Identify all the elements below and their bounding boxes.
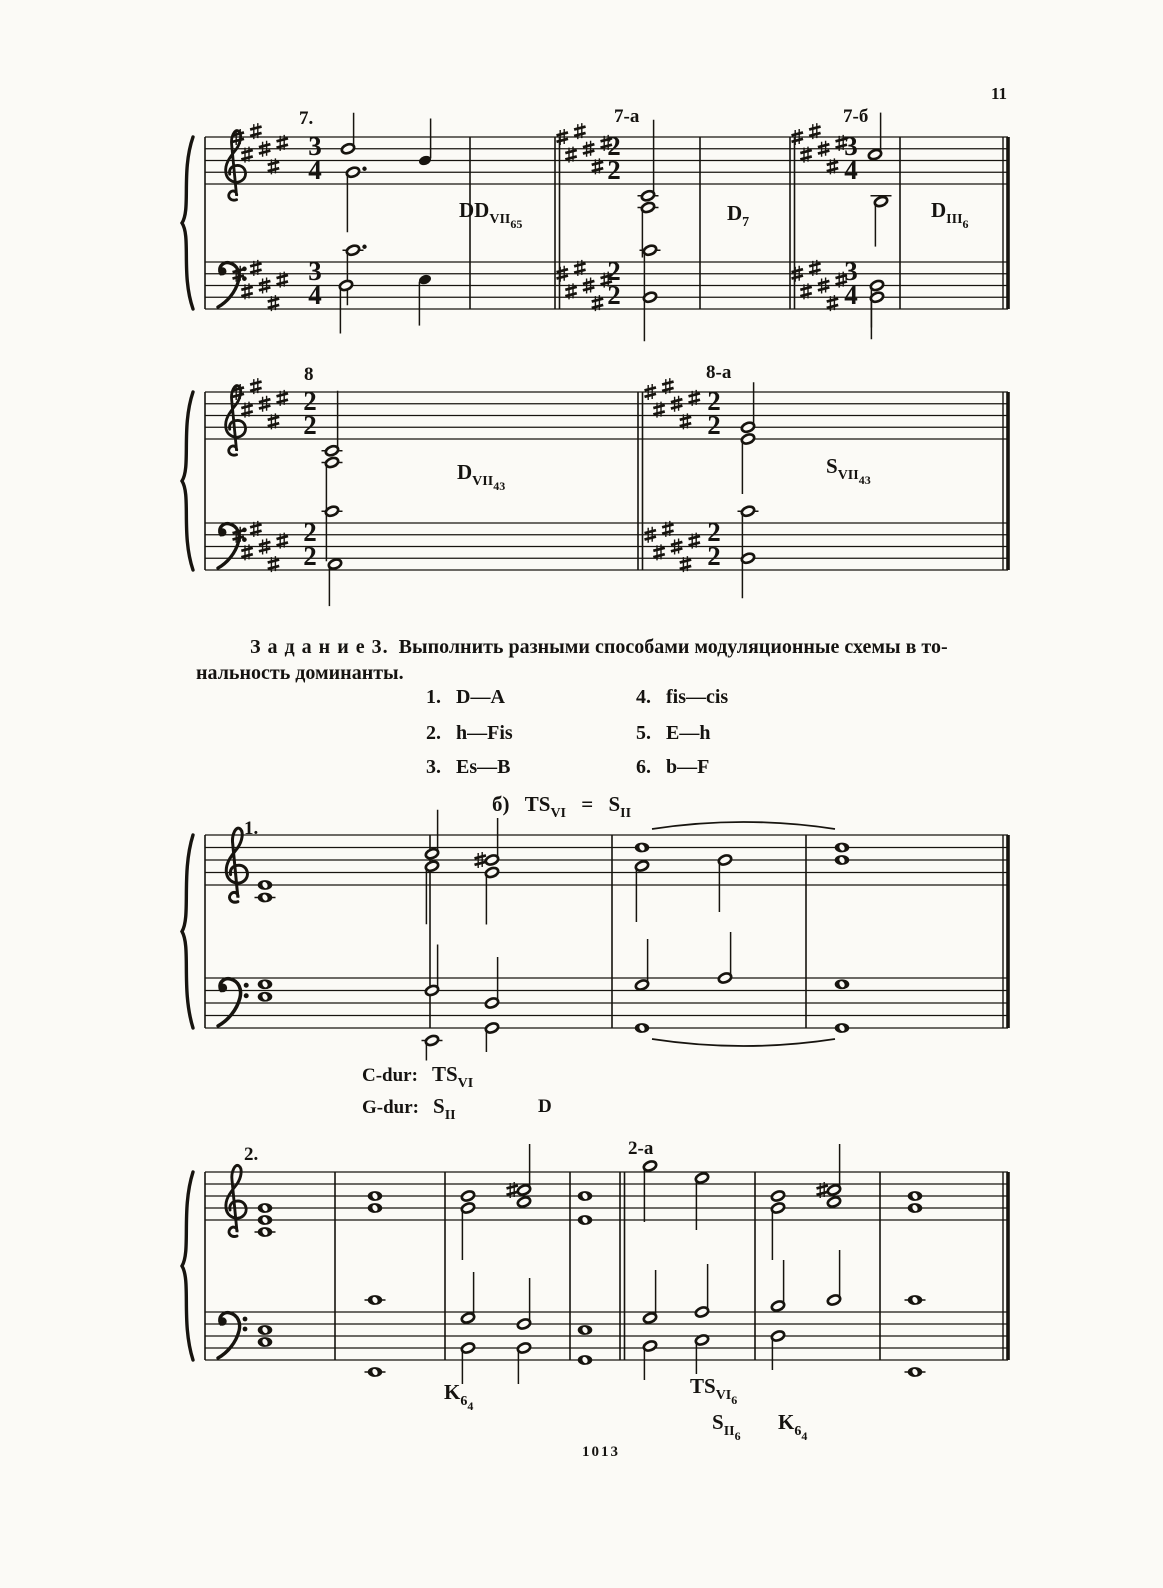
bass-clef-dot <box>218 267 226 275</box>
sharp-line <box>645 387 657 390</box>
sharp-line <box>250 263 262 266</box>
analysis-d-label: D <box>538 1096 552 1117</box>
label-k64: $K_{64}$ <box>444 1380 474 1413</box>
sharp-line <box>827 162 839 165</box>
sharp-line <box>565 150 577 153</box>
time-signature-numeral: 4 <box>844 280 858 310</box>
sharp-line <box>250 270 262 273</box>
time-signature-numeral: 4 <box>308 280 322 310</box>
sharp-line <box>277 138 289 141</box>
sharp-line <box>574 133 586 136</box>
sharp-line <box>250 133 262 136</box>
bass-clef-icon <box>218 1313 247 1358</box>
sharp-line <box>233 394 245 397</box>
sharp-line <box>653 405 665 408</box>
sharp-line <box>800 150 812 153</box>
chord-label-ddvii65: $DD_{VII65}$ <box>459 198 523 231</box>
sharp-line <box>277 281 289 284</box>
sharp-line <box>653 411 665 414</box>
sharp-line <box>268 299 280 302</box>
tie-slur <box>652 822 835 829</box>
sharp-line <box>827 305 839 308</box>
sharp-line <box>259 406 271 409</box>
list-item: 2. h—Fis <box>426 722 513 744</box>
sharp-line <box>583 287 595 290</box>
chord-label-dvii43: $D_{VII43}$ <box>457 460 506 493</box>
time-signature-numeral: 2 <box>607 155 621 185</box>
sharp-line <box>268 417 280 420</box>
exercise-number-1: 1. <box>244 818 259 839</box>
sharp-line <box>827 168 839 171</box>
task-text: Выполнить разными способами модуляционные схемы в то- <box>398 636 948 658</box>
exercise-number-2: 2. <box>244 1144 259 1165</box>
system-3-score <box>180 815 1030 1075</box>
sharp-line <box>689 393 701 396</box>
sharp-line <box>259 287 271 290</box>
sharp-line <box>800 293 812 296</box>
time-signature-numeral: 2 <box>607 256 621 286</box>
bass-clef-dot <box>218 1317 226 1325</box>
sharp-line <box>592 162 604 165</box>
time-signature-numeral: 2 <box>303 410 317 440</box>
sharp-line <box>557 139 569 142</box>
sharp-line <box>827 299 839 302</box>
note-head <box>827 1196 842 1208</box>
sharp-line <box>277 275 289 278</box>
sharp-line <box>565 287 577 290</box>
analysis-row-cdur: C-dur: $TS_{VI}$ <box>362 1062 474 1091</box>
sharp-line <box>818 151 830 154</box>
sharp-line <box>259 281 271 284</box>
system-brace <box>182 392 193 570</box>
sharp-line <box>241 156 253 159</box>
sharp-line <box>250 388 262 391</box>
sharp-line <box>268 305 280 308</box>
time-signature-numeral: 3 <box>308 256 322 286</box>
sharp-line <box>592 305 604 308</box>
subheading-b: б) $TS_{VI} = S_{II}$ <box>492 792 632 821</box>
augmentation-dot <box>362 245 366 249</box>
sharp-line <box>645 530 657 533</box>
sharp-line <box>475 855 487 858</box>
sharp-line <box>241 287 253 290</box>
sharp-line <box>662 382 674 385</box>
sharp-line <box>809 270 821 273</box>
sharp-line <box>557 269 569 272</box>
sharp-line <box>277 542 289 545</box>
sharp-line <box>662 524 674 527</box>
augmentation-dot <box>362 167 366 171</box>
sharp-line <box>574 127 586 130</box>
sharp-line <box>653 554 665 557</box>
sharp-line <box>680 423 692 426</box>
sharp-line <box>583 144 595 147</box>
time-signature-numeral: 2 <box>707 541 721 571</box>
sharp-line <box>574 263 586 266</box>
sharp-line <box>583 151 595 154</box>
task-paragraph-line2: нальность доминанты. <box>196 662 404 684</box>
sharp-line <box>268 168 280 171</box>
chord-label-d7: $D_7$ <box>727 201 750 230</box>
sharp-line <box>241 548 253 551</box>
bass-clef-dot <box>243 1327 248 1332</box>
sharp-line <box>809 263 821 266</box>
bass-clef-icon <box>218 979 249 1026</box>
plate-number: 1013 <box>582 1444 620 1460</box>
sharp-line <box>268 560 280 563</box>
note-head <box>517 1196 532 1208</box>
sharp-line <box>662 388 674 391</box>
sharp-line <box>565 293 577 296</box>
note-head <box>461 1190 476 1202</box>
sharp-line <box>809 127 821 130</box>
bass-clef-dot <box>218 528 226 536</box>
tie-slur <box>652 1039 835 1046</box>
sharp-line <box>259 548 271 551</box>
sharp-line <box>671 399 683 402</box>
sharp-line <box>259 542 271 545</box>
sharp-line <box>817 1192 829 1195</box>
sharp-line <box>259 151 271 154</box>
treble-clef-icon <box>226 1165 246 1236</box>
sharp-line <box>557 276 569 279</box>
sharp-line <box>241 411 253 414</box>
bass-clef-dot <box>243 1317 248 1322</box>
task-paragraph-line1 <box>250 636 948 659</box>
sharp-line <box>680 566 692 569</box>
sharp-line <box>250 382 262 385</box>
bass-clef-dot <box>244 983 249 988</box>
sharp-line <box>583 281 595 284</box>
time-signature-numeral: 4 <box>844 155 858 185</box>
sharp-line <box>653 548 665 551</box>
sharp-line <box>259 399 271 402</box>
exercise-number-7: 7. <box>299 108 314 129</box>
sharp-line <box>250 127 262 130</box>
exercise-number-7b: 7-б <box>843 106 869 127</box>
sharp-line <box>592 168 604 171</box>
sharp-line <box>557 132 569 135</box>
sharp-line <box>233 530 245 533</box>
subheading-prefix: б) <box>492 792 510 816</box>
chord-label-svii43: $S_{VII43}$ <box>826 454 871 487</box>
sharp-line <box>671 542 683 545</box>
exercise-number-8: 8 <box>304 364 314 385</box>
sharp-line <box>241 554 253 557</box>
sharp-line <box>800 156 812 159</box>
list-item: 5. E—h <box>636 722 711 744</box>
system-brace <box>182 1172 193 1360</box>
list-item: 3. Es—B <box>426 756 511 778</box>
sharp-line <box>241 293 253 296</box>
sharp-line <box>277 536 289 539</box>
sharp-line <box>277 145 289 148</box>
label-k64-2: $K_{64}$ <box>778 1410 808 1443</box>
time-signature-numeral: 2 <box>607 280 621 310</box>
sharp-line <box>689 536 701 539</box>
sharp-line <box>671 548 683 551</box>
note-head <box>771 1190 786 1202</box>
exercise-number-2a: 2-а <box>628 1138 654 1159</box>
sharp-line <box>507 1185 519 1188</box>
list-item: 1. D—A <box>426 686 505 708</box>
time-signature-numeral: 2 <box>707 517 721 547</box>
time-signature-numeral: 3 <box>308 131 322 161</box>
list-item: 4. fis—cis <box>636 686 729 708</box>
bass-clef-dot <box>244 993 249 998</box>
sharp-line <box>250 524 262 527</box>
sharp-line <box>680 417 692 420</box>
sharp-line <box>689 542 701 545</box>
time-signature-numeral: 2 <box>303 541 317 571</box>
sharp-line <box>800 287 812 290</box>
label-tsvi6: $TS_{VI6}$ <box>690 1374 738 1407</box>
list-item: 6. b—F <box>636 756 710 778</box>
sharp-line <box>680 560 692 563</box>
sharp-line <box>250 531 262 534</box>
time-signature-numeral: 4 <box>308 155 322 185</box>
sharp-line <box>592 299 604 302</box>
sharp-line <box>277 393 289 396</box>
sharp-line <box>277 400 289 403</box>
time-signature-numeral: 3 <box>844 256 858 286</box>
sharp-line <box>233 269 245 272</box>
sharp-line <box>268 162 280 165</box>
sharp-line <box>818 281 830 284</box>
sharp-line <box>818 144 830 147</box>
sharp-line <box>574 270 586 273</box>
sharp-line <box>259 144 271 147</box>
time-signature-numeral: 2 <box>707 410 721 440</box>
chord-label-diii6: $D_{III6}$ <box>931 198 969 231</box>
sharp-line <box>565 156 577 159</box>
exercise-number-8a: 8-а <box>706 362 732 383</box>
system-brace <box>182 137 193 309</box>
sharp-line <box>241 405 253 408</box>
sharp-line <box>792 139 804 142</box>
task-label: З а д а н и е 3. <box>250 636 389 658</box>
bass-clef-dot <box>218 984 227 993</box>
sharp-line <box>645 537 657 540</box>
label-sii6: $S_{II6}$ <box>712 1410 741 1443</box>
sharp-line <box>268 423 280 426</box>
sharp-line <box>507 1192 519 1195</box>
sharp-line <box>475 862 487 865</box>
time-signature-numeral: 2 <box>707 386 721 416</box>
time-signature-numeral: 2 <box>303 517 317 547</box>
sharp-line <box>268 566 280 569</box>
system-4-score <box>180 1140 1030 1390</box>
sharp-line <box>818 287 830 290</box>
exercise-number-7a: 7-а <box>614 106 640 127</box>
sharp-line <box>817 1185 829 1188</box>
analysis-row-gdur: G-dur: $S_{II}$ <box>362 1094 456 1123</box>
time-signature-numeral: 2 <box>303 386 317 416</box>
sharp-line <box>645 394 657 397</box>
time-signature-numeral: 3 <box>844 131 858 161</box>
sharp-line <box>809 133 821 136</box>
sharp-line <box>792 276 804 279</box>
page-number: 11 <box>991 84 1008 103</box>
sharp-line <box>233 139 245 142</box>
time-signature-numeral: 2 <box>607 131 621 161</box>
system-brace <box>182 835 193 1028</box>
sharp-line <box>792 269 804 272</box>
sharp-line <box>792 132 804 135</box>
sharp-line <box>241 150 253 153</box>
sharp-line <box>689 400 701 403</box>
sharp-line <box>662 531 674 534</box>
sharp-line <box>671 406 683 409</box>
